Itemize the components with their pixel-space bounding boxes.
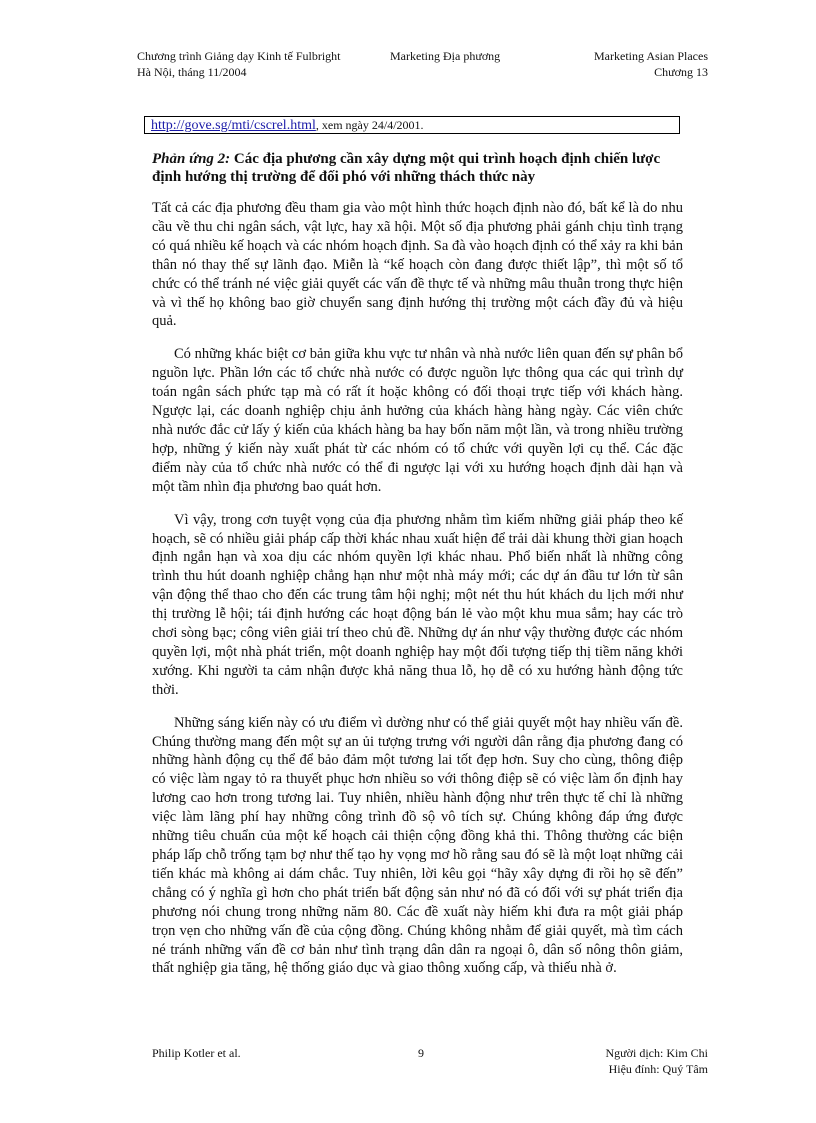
reference-box (144, 116, 680, 134)
paragraph-4: Những sáng kiến này có ưu điểm vì dường như có thể giải quyết một hay nhiều vấn đề. Chúng thường mang đến một sự an ủi tượng trưng với người dân rằng địa phương đang có những hành động cụ thể để bảo đảm một tương lai tốt đẹp hơn. Suy cho cùng, thông điệp có việc làm ngay tỏ ra thuyết phục hơn nhiều so với thông điệp sẽ có việc làm ổn định hay lương cao hơn trong tương lai. Tuy nhiên, nhiều hành động như trên thực tế chỉ là những việc làm lãng phí hay những công trình đồ sộ vô tích sự. Chúng không đáp ứng được những tiêu chuẩn của một kế hoạch cải thiện cộng đồng khả thi. Thông thường các biện pháp lấp chỗ trống tạm bợ như thế tạo hy vọng mơ hồ rằng sau đó sẽ là một loạt những cải tiến khác mà không ai dám chắc. Tuy nhiên, lời kêu gọi “hãy xây dựng đi rồi họ sẽ đến” chẳng có ý nghĩa gì hơn cho phát triển bất động sản như nó đã có đối với sự phát triển địa phương nói chung trong những năm 80. Các đề xuất này hiếm khi đưa ra một giải pháp trọn vẹn cho những vấn đề của cộng đồng. Chúng không nhằm để giải quyết, mà tìm cách né tránh những vấn đề cơ bản như tình trạng dân dân ra ngoại ô, dân số nông thôn giảm, thất nghiệp gia tăng, hệ thống giáo dục và giao thông xuống cấp, và thiếu nhà ở. (152, 714, 683, 977)
reference-suffix: , xem ngày 24/4/2001. (315, 118, 424, 132)
footer-translator: Người dịch: Kim Chi (605, 1046, 708, 1060)
header-program: Chương trình Giảng dạy Kinh tế Fulbright (137, 49, 341, 63)
heading-lead: Phản ứng 2: (152, 151, 231, 167)
header-center: Marketing Địa phương (390, 49, 501, 63)
footer-credits (605, 1045, 708, 1077)
reference-link[interactable]: http://gove.sg/mti/cscrel.html (151, 118, 316, 133)
header-date: Hà Nội, tháng 11/2004 (137, 65, 247, 79)
header-book-title: Marketing Asian Places (594, 49, 708, 63)
heading-text: Các địa phương cần xây dựng một qui trình hoạch định chiến lược định hướng thị trường để đối phó với những thách thức này (152, 151, 661, 185)
paragraph-3: Vì vậy, trong cơn tuyệt vọng của địa phương nhằm tìm kiếm những giải pháp theo kế hoạch, sẽ có nhiều giải pháp cấp thời khác nhau xuất hiện để trải dài khung thời gian hoạch định ngắn hạn và xoa dịu các nhóm quyền lợi khác nhau. Phổ biến nhất là những công trình thu hút doanh nghiệp chẳng hạn như một nhà máy mới; các dự án đầu tư lớn từ sân vận động thể thao cho đến các trung tâm hội nghị; một nét thu hút khách du lịch mới như thị trường lễ hội; tái định hướng các hoạt động bán lẻ vào một khu mua sắm; hay các trò chơi sòng bạc; công viên giải trí theo chủ đề. Những dự án như vậy thường được các nhóm quyền lợi, một nhà phát triển, một doanh nghiệp hay một đối tượng tiếp thị tiềm năng khởi xướng. Khi người ta cảm nhận được khả năng thua lỗ, họ dễ có xu hướng hành động tức thời. (152, 511, 683, 698)
section-heading (152, 150, 683, 186)
main-content (152, 150, 683, 992)
header-right (594, 48, 708, 80)
paragraph-2: Có những khác biệt cơ bản giữa khu vực tư nhân và nhà nước liên quan đến sự phân bổ nguồn lực. Phần lớn các tổ chức nhà nước có được nguồn lực thông qua các qui trình dự toán ngân sách phức tạp mà có rất ít hoặc không có đối thoại trực tiếp với khách hàng. Ngược lại, các doanh nghiệp chịu ảnh hưởng của khách hàng hàng ngày. Các viên chức nhà nước đắc cử lấy ý kiến của khách hàng ba hay bốn năm một lần, và trong nhiều trường hợp, những ý kiến này xuất phát từ các nhóm có tổ chức với quyền lợi cụ thể. Các đặc điểm này của tổ chức nhà nước có thể đi ngược lại với xu hướng hoạch định dài hạn và một tầm nhìn địa phương bao quát hơn. (152, 346, 683, 495)
header-chapter: Chương 13 (654, 65, 708, 79)
page-number: 9 (418, 1046, 424, 1060)
footer-authors: Philip Kotler et al. (152, 1046, 241, 1060)
header-left (137, 48, 341, 80)
footer-editor: Hiệu đính: Quý Tâm (608, 1062, 708, 1076)
paragraph-1: Tất cả các địa phương đều tham gia vào một hình thức hoạch định nào đó, bất kể là do nhu cầu về thu chi ngân sách, vật lực, hay xã hội. Một số địa phương phải gánh chịu tình trạng có quá nhiều kế hoạch và các nhóm hoạch định. Sa đà vào hoạch định có thể xảy ra khi bản thân nó thay thế sự lãnh đạo. Miễn là “kế hoạch còn đang được thiết lập”, thì một số tổ chức có thể tránh né việc giải quyết các vấn đề thực tế và những mâu thuẫn trong thực hiện và vì thế họ không bao giờ chuyển sang định hướng thị trường một cách đầy đủ và hiệu quả. (152, 200, 683, 330)
